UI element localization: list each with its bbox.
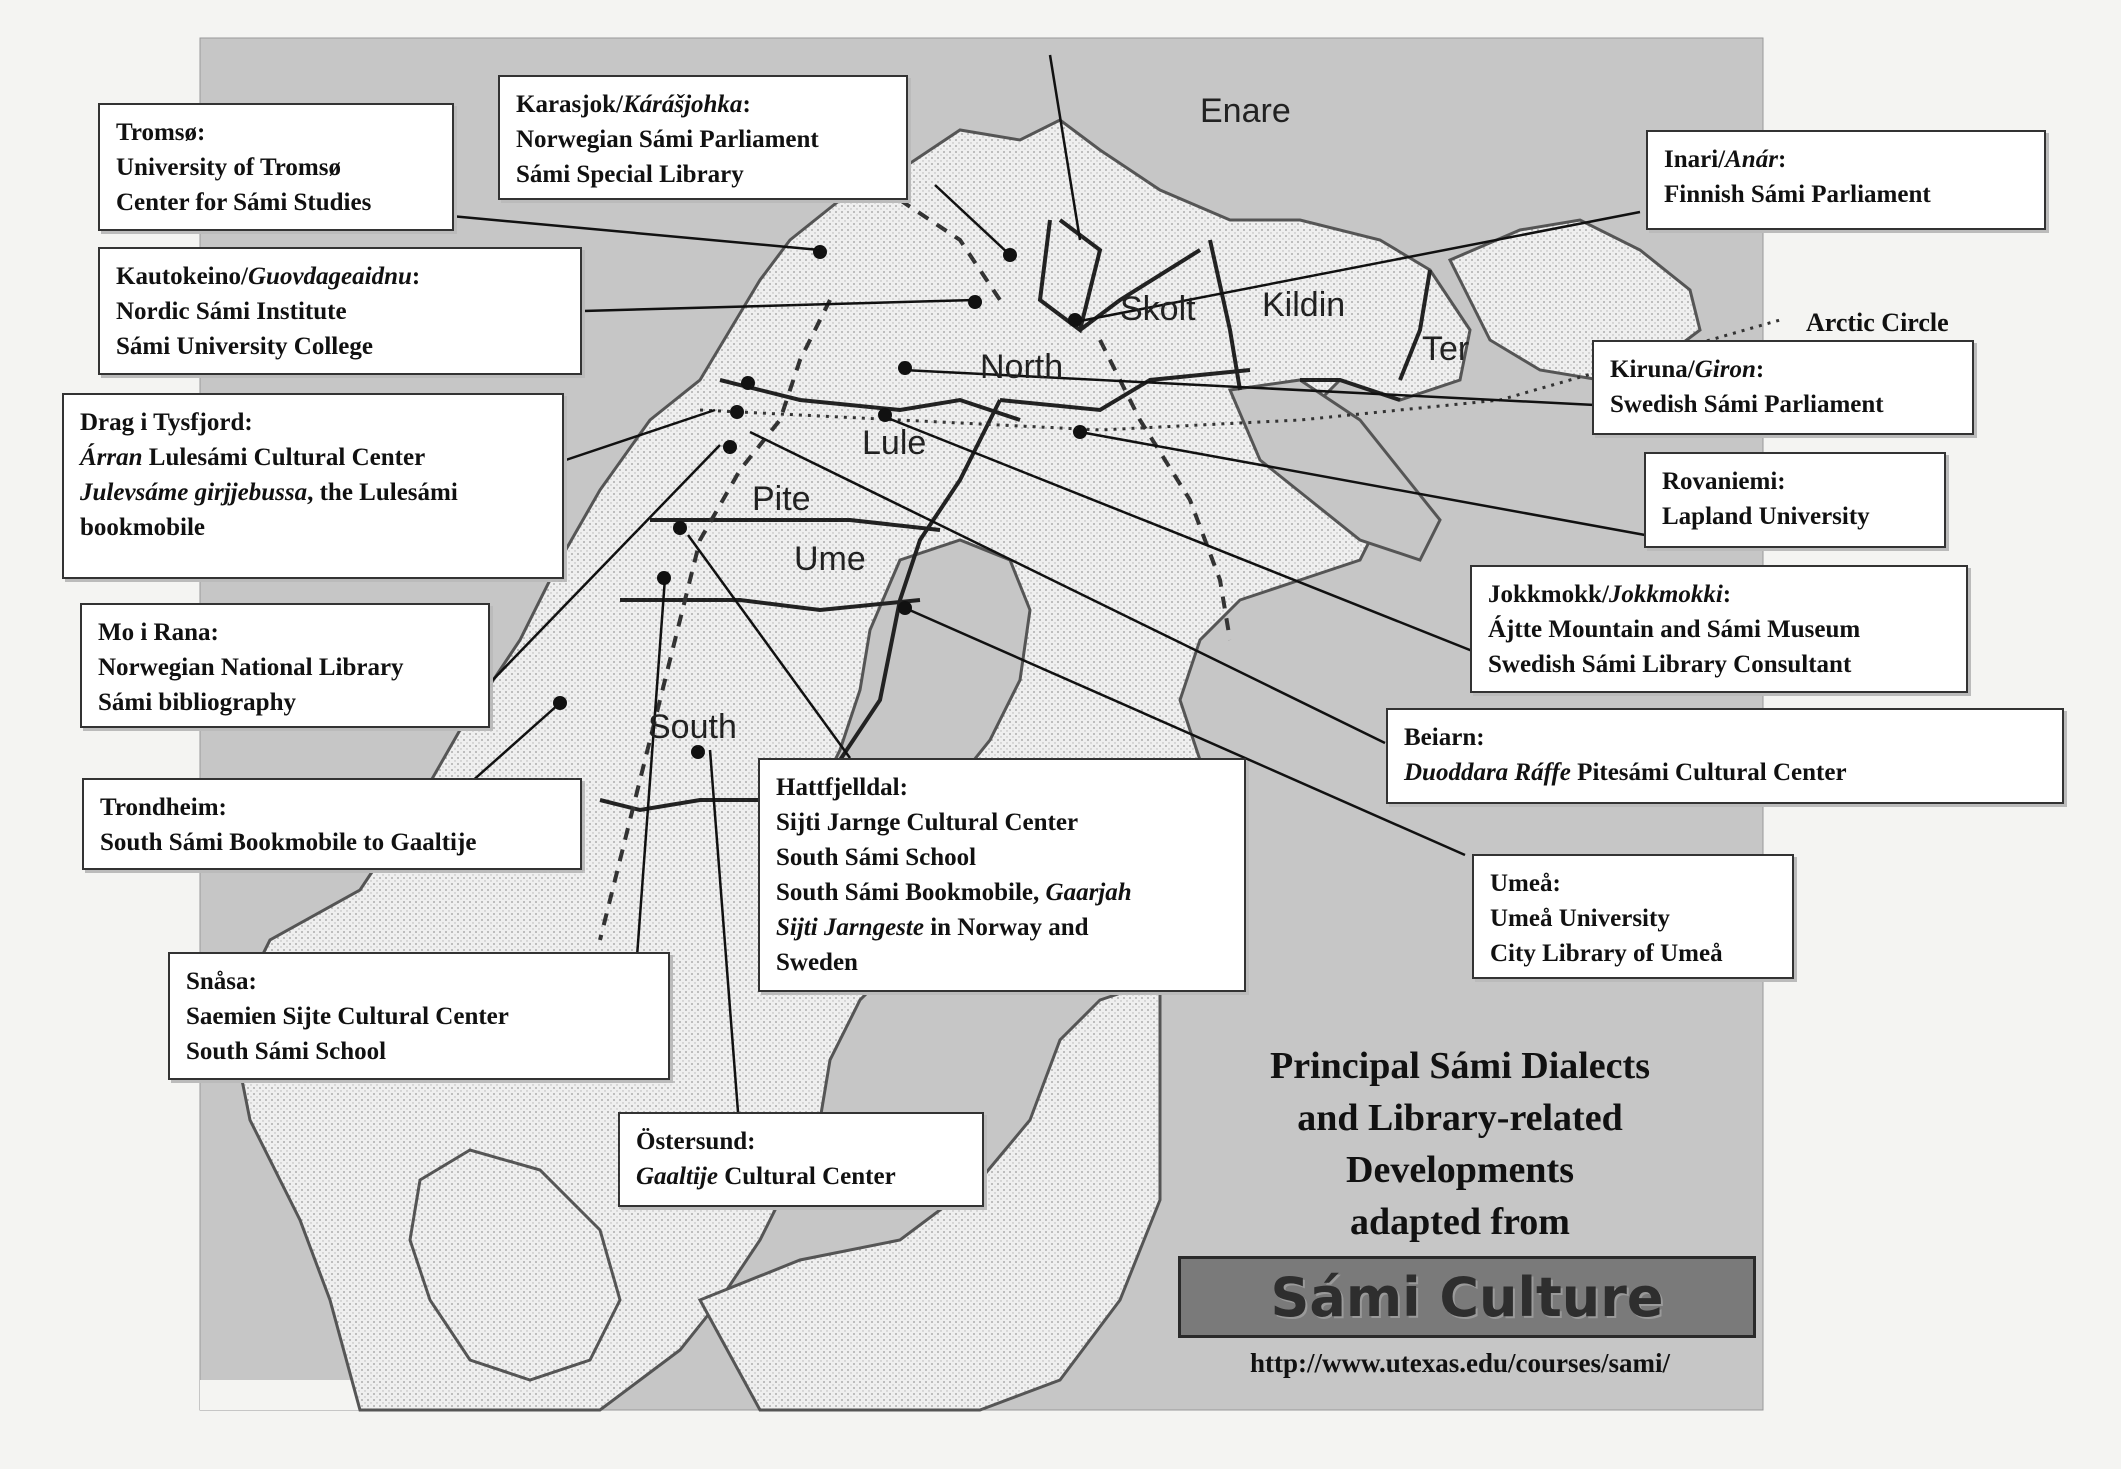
dot-drag <box>741 376 755 390</box>
dot-snasa <box>657 571 671 585</box>
label-line: Árran Lulesámi Cultural Center <box>80 444 426 471</box>
label-title: Östersund: <box>636 1128 756 1155</box>
label-karasjok <box>498 75 908 200</box>
label-line: South Sámi Bookmobile to Gaaltije <box>100 829 477 856</box>
label-line: Sámi Special Library <box>516 161 744 188</box>
label-mo-i-rana <box>80 603 490 728</box>
dot-rovaniemi <box>1073 425 1087 439</box>
label-drag-i-tysfjord <box>62 393 564 579</box>
label-title: Trondheim: <box>100 794 227 821</box>
dialect-south: South <box>648 708 737 746</box>
label-trondheim <box>82 778 582 870</box>
dialect-pite: Pite <box>752 480 811 518</box>
label-rovaniemi <box>1644 452 1946 548</box>
label-line: Finnish Sámi Parliament <box>1664 181 1931 208</box>
label-line: Nordic Sámi Institute <box>116 298 347 325</box>
title-line: and Library-related <box>1297 1097 1623 1139</box>
label-snasa <box>168 952 670 1080</box>
label-title: Umeå: <box>1490 870 1561 897</box>
label-line: Sweden <box>776 949 858 976</box>
label-title: Rovaniemi: <box>1662 468 1786 495</box>
label-line: Swedish Sámi Library Consultant <box>1488 651 1852 678</box>
dialect-skolt: Skolt <box>1120 290 1196 328</box>
title-line: Principal Sámi Dialects <box>1270 1045 1650 1087</box>
label-line: Center for Sámi Studies <box>116 189 372 216</box>
label-title: Inari/Anár: <box>1664 146 1787 173</box>
label-line: City Library of Umeå <box>1490 940 1723 967</box>
label-title: Snåsa: <box>186 968 257 995</box>
label-line: South Sámi School <box>186 1038 387 1065</box>
dot-inari <box>1068 313 1082 327</box>
label-line: Sijti Jarngeste in Norway and <box>776 914 1089 941</box>
label-line: Sámi bibliography <box>98 689 296 716</box>
dot-trondheim <box>553 696 567 710</box>
dot-umea <box>898 601 912 615</box>
dot-kautokeino <box>968 295 982 309</box>
dialect-ume: Ume <box>794 540 866 578</box>
dot-ostersund <box>691 745 705 759</box>
label-title: Jokkmokk/Jokkmokki: <box>1488 581 1732 608</box>
label-line: Gaaltije Cultural Center <box>636 1163 896 1190</box>
label-title: Karasjok/Kárášjohka: <box>516 91 751 118</box>
label-title: Mo i Rana: <box>98 619 219 646</box>
dialect-ter: Ter <box>1422 330 1470 368</box>
dot-mo <box>723 440 737 454</box>
sami-culture-banner: Sámi Culture <box>1178 1256 1756 1338</box>
dialect-north: North <box>980 348 1064 386</box>
dialect-lule: Lule <box>862 424 927 462</box>
arctic-circle-label: Arctic Circle <box>1806 308 1949 337</box>
label-inari <box>1646 130 2046 230</box>
label-line: University of Tromsø <box>116 154 341 181</box>
label-line: South Sámi School <box>776 844 977 871</box>
label-kautokeino <box>98 247 582 375</box>
label-line: South Sámi Bookmobile, Gaarjah <box>776 879 1132 906</box>
title-line: adapted from <box>1350 1201 1570 1243</box>
dialect-kildin: Kildin <box>1262 286 1346 324</box>
label-hattfjelldal <box>758 758 1246 992</box>
dialect-enare: Enare <box>1200 92 1291 130</box>
label-line: Julevsáme girjjebussa, the Lulesámi <box>80 479 458 506</box>
label-line: Saemien Sijte Cultural Center <box>186 1003 509 1030</box>
dot-beiarn <box>730 405 744 419</box>
label-kiruna <box>1592 340 1974 435</box>
label-title: Kautokeino/Guovdageaidnu: <box>116 263 421 290</box>
label-line: Sámi University College <box>116 333 373 360</box>
label-line: Norwegian National Library <box>98 654 404 681</box>
label-title: Hattfjelldal: <box>776 774 908 801</box>
label-line: Norwegian Sámi Parliament <box>516 126 819 153</box>
dot-hattfjelldal <box>673 521 687 535</box>
label-title: Beiarn: <box>1404 724 1485 751</box>
dot-kiruna <box>898 361 912 375</box>
label-jokkmokk <box>1470 565 1968 693</box>
label-line: Sijti Jarnge Cultural Center <box>776 809 1079 836</box>
label-line: Umeå University <box>1490 905 1670 932</box>
label-line: bookmobile <box>80 514 206 541</box>
label-title: Drag i Tysfjord: <box>80 409 253 436</box>
label-ostersund <box>618 1112 984 1207</box>
map-title <box>1180 1040 1740 1248</box>
label-line: Swedish Sámi Parliament <box>1610 391 1884 418</box>
label-title: Kiruna/Giron: <box>1610 356 1765 383</box>
label-line: Duoddara Ráffe Pitesámi Cultural Center <box>1404 759 1847 786</box>
label-beiarn <box>1386 708 2064 804</box>
dot-karasjok <box>1003 248 1017 262</box>
label-tromso <box>98 103 454 231</box>
dot-jokkmokk <box>878 408 892 422</box>
label-umea <box>1472 854 1794 979</box>
label-title: Tromsø: <box>116 119 206 146</box>
title-line: Developments <box>1346 1149 1574 1191</box>
source-url: http://www.utexas.edu/courses/sami/ <box>1249 1348 1671 1378</box>
label-line: Lapland University <box>1662 503 1870 530</box>
dot-tromso <box>813 245 827 259</box>
label-line: Ájtte Mountain and Sámi Museum <box>1488 616 1861 643</box>
